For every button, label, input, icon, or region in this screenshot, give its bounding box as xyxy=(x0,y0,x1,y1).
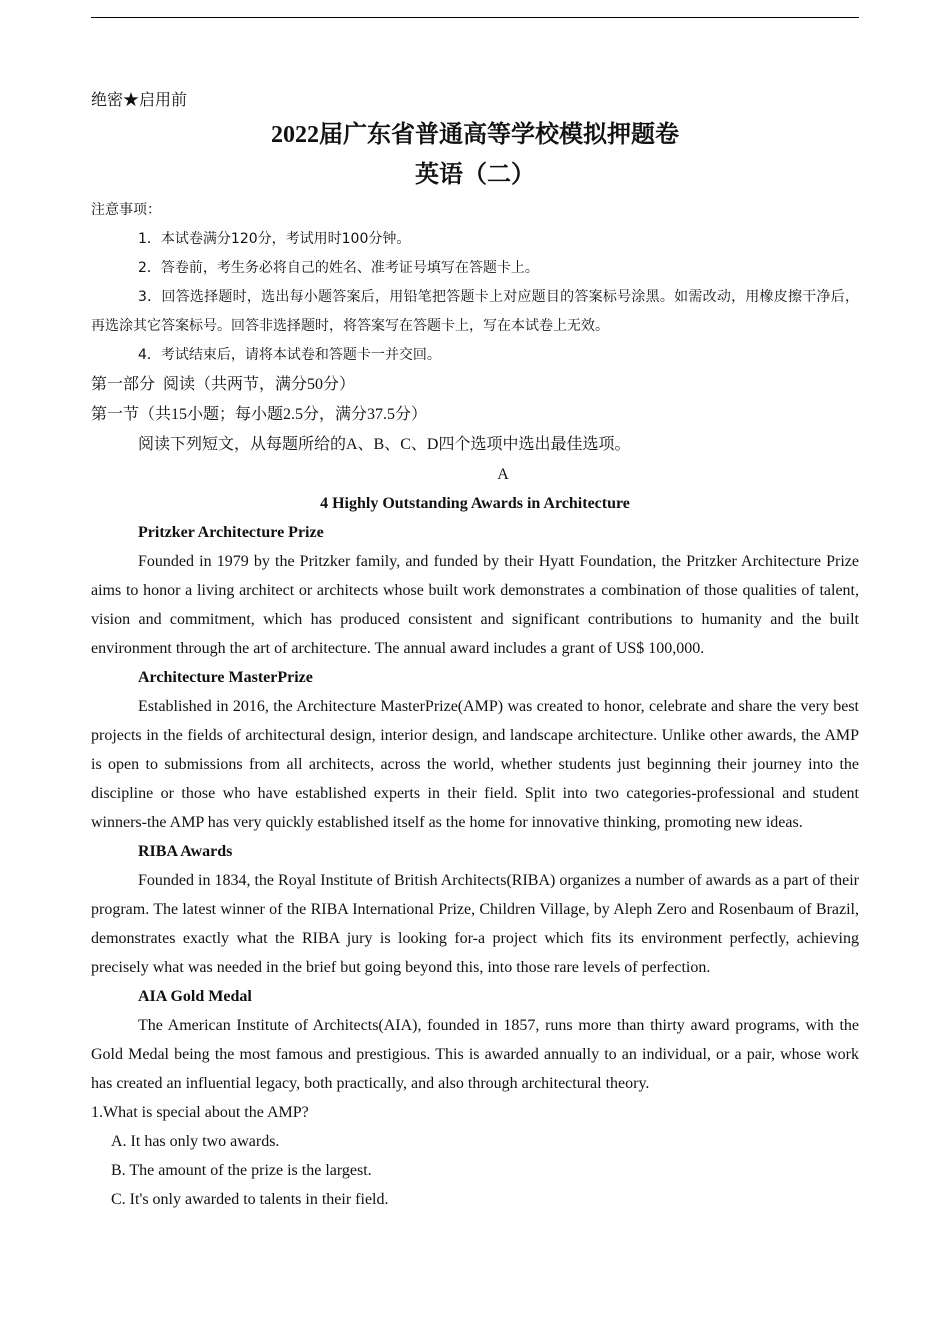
section-heading: Architecture MasterPrize xyxy=(138,669,313,686)
passage-title: 4 Highly Outstanding Awards in Architecture xyxy=(320,495,630,512)
confidential-mark: 绝密★启用前 xyxy=(91,92,188,109)
option-b: B. The amount of the prize is the largest. xyxy=(111,1162,372,1179)
header-rule xyxy=(91,17,859,18)
instruction: 阅读下列短文，从每题所给的A、B、C、D四个选项中选出最佳选项。 xyxy=(138,436,631,453)
passage-label: A xyxy=(497,466,509,483)
note-item: 4．考试结束后，请将本试卷和答题卡一并交回。 xyxy=(138,347,441,363)
exam-page xyxy=(91,88,859,1214)
section-text: The American Institute of Architects(AIA), founded in 1857, runs more than thirty award programs, with the Gold Medal being the most famous and prestigious. This is awarded annually to an individual, or a pair, whose work has created an influential legacy, both practically, and also through architectural theory. xyxy=(91,1017,859,1092)
option-c: C. It's only awarded to talents in their field. xyxy=(111,1191,389,1208)
note-item: 2．答卷前，考生务必将自己的姓名、准考证号填写在答题卡上。 xyxy=(138,260,539,276)
question-stem: 1.What is special about the AMP? xyxy=(91,1104,309,1121)
option-a: A. It has only two awards. xyxy=(111,1133,280,1150)
section-text: Established in 2016, the Architecture MasterPrize(AMP) was created to honor, celebrate and share the very best projects in the fields of architectural design, interior design, and landscape architecture. Unlike other awards, the AMP is open to submissions from all architects, across the world, whether students just beginning their journey into the discipline or those who have established experts in their field. Split into two categories-professional and student winners-the AMP has very quickly established itself as the home for innovative thinking, promoting new ideas. xyxy=(91,698,859,831)
section-text: Founded in 1834, the Royal Institute of British Architects(RIBA) organizes a number of awards as a part of their program. The latest winner of the RIBA International Prize, Children Village, by Aleph Zero and Rosenbaum of Brazil, demonstrates exactly what the RIBA jury is looking for-a project which fits its environment perfectly, achieving precisely what was needed in the brief but going beyond this, into those rare levels of perfection. xyxy=(91,872,859,976)
subsection-heading: 第一节（共15小题；每小题2.5分，满分37.5分） xyxy=(91,406,428,423)
section-text: Founded in 1979 by the Pritzker family, and funded by their Hyatt Foundation, the Pritzker Architecture Prize aims to honor a living architect or architects whose built work demonstrates a combination of those qualities of talent, vision and commitment, which has produced consistent and significant contributions to humanity and the built environment through the art of architecture. The annual award includes a grant of US$ 100,000. xyxy=(91,553,859,657)
section-heading: AIA Gold Medal xyxy=(138,988,252,1005)
note-item: 3．回答选择题时，选出每小题答案后，用铅笔把答题卡上对应题目的答案标号涂黑。如需改动，用橡皮擦干净后，再选涂其它答案标号。回答非选择题时，将答案写在答题卡上，写在本试卷上无效。 xyxy=(91,289,859,334)
exam-title: 2022届广东省普通高等学校模拟押题卷 xyxy=(271,122,679,148)
section-heading: Pritzker Architecture Prize xyxy=(138,524,324,541)
notes-heading: 注意事项： xyxy=(91,202,161,218)
section-heading: RIBA Awards xyxy=(138,843,233,860)
exam-subtitle: 英语（二） xyxy=(415,162,535,188)
note-item: 1．本试卷满分120分，考试用时100分钟。 xyxy=(138,231,411,247)
part-heading: 第一部分 阅读（共两节，满分50分） xyxy=(91,376,356,393)
